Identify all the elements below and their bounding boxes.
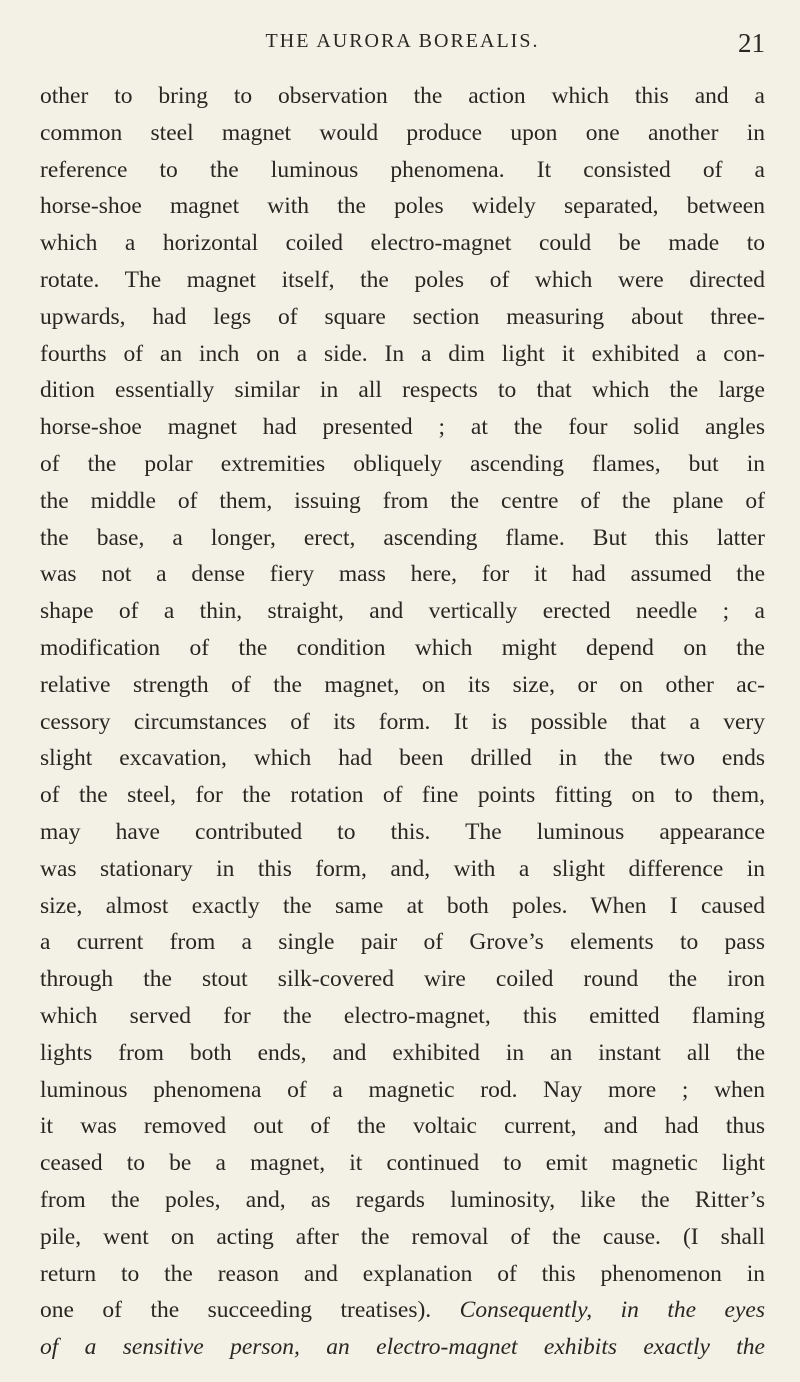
text-line: relative strength of the magnet, on its size, or on other ac- [40, 671, 765, 698]
text-line: size, almost exactly the same at both poles. When I caused [40, 892, 765, 919]
text-line: upwards, had legs of square section measuring about three- [40, 303, 765, 330]
text-line: ceased to be a magnet, it continued to emit magnetic light [40, 1150, 765, 1177]
text-line: shape of a thin, straight, and vertically erected needle ; a [40, 598, 765, 625]
text-line-italic: of a sensitive person, an electro-magnet exhibits exactly the [40, 1334, 765, 1361]
text-line: which served for the electro-magnet, this emitted flaming [40, 1002, 765, 1029]
text-line: of the polar extremities obliquely ascending flames, but in [40, 450, 765, 477]
running-head [40, 28, 765, 58]
text-line-mixed [40, 1292, 765, 1329]
text-line: dition essentially similar in all respects to that which the large [40, 377, 765, 404]
running-title: THE AURORA BOREALIS. [265, 30, 540, 52]
text-line: was not a dense fiery mass here, for it had assumed the [40, 561, 765, 588]
text-line: slight excavation, which had been drilled in the two ends [40, 745, 765, 772]
text-line: other to bring to observation the action which this and a [40, 83, 765, 109]
text-line: horse-shoe magnet had presented ; at the four solid angles [40, 414, 765, 441]
text-line: from the poles, and, as regards luminosity, like the Ritter’s [40, 1186, 765, 1213]
text-line: which a horizontal coiled electro-magnet could be made to [40, 230, 765, 257]
text-line: modification of the condition which might depend on the [40, 634, 765, 661]
text-segment: one of the succeeding treatises). [40, 1297, 432, 1324]
text-line: of the steel, for the rotation of fine points fitting on to them, [40, 782, 765, 809]
text-line: the base, a longer, erect, ascending flame. But this latter [40, 524, 765, 551]
text-line: lights from both ends, and exhibited in an instant all the [40, 1039, 765, 1066]
text-line: through the stout silk-covered wire coiled round the iron [40, 966, 765, 993]
text-line: common steel magnet would produce upon one another in [40, 119, 765, 146]
italic-segment: Consequently, in the eyes [459, 1297, 765, 1324]
text-line: it was removed out of the voltaic current, and had thus [40, 1113, 765, 1140]
body-text [40, 78, 765, 1366]
text-line: pile, went on acting after the removal of the cause. (I shall [40, 1223, 765, 1250]
text-line: cessory circumstances of its form. It is possible that a very [40, 708, 765, 735]
text-line: was stationary in this form, and, with a slight difference in [40, 855, 765, 882]
page-number: 21 [738, 28, 765, 58]
text-line: fourths of an inch on a side. In a dim light it exhibited a con- [40, 340, 765, 367]
text-line: luminous phenomena of a magnetic rod. Nay more ; when [40, 1076, 765, 1103]
text-line: rotate. The magnet itself, the poles of which were directed [40, 266, 765, 293]
text-line: the middle of them, issuing from the centre of the plane of [40, 487, 765, 514]
text-line: horse-shoe magnet with the poles widely separated, between [40, 193, 765, 220]
text-line: a current from a single pair of Grove’s elements to pass [40, 929, 765, 956]
text-line: reference to the luminous phenomena. It consisted of a [40, 156, 765, 183]
text-line: return to the reason and explanation of this phenomenon in [40, 1260, 765, 1287]
text-line: may have contributed to this. The luminous appearance [40, 818, 765, 845]
